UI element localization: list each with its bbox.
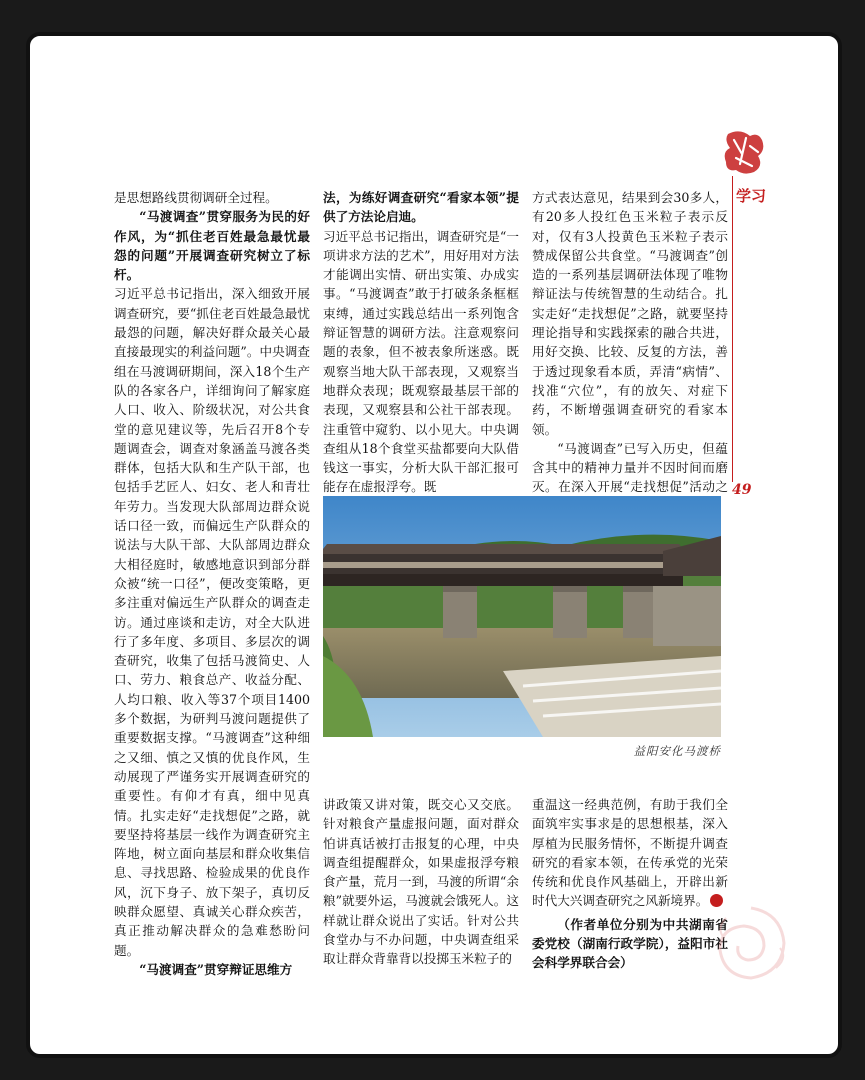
magazine-logo-icon [720, 126, 768, 178]
paragraph-heading: “马渡调查”贯穿辩证思维方 [139, 961, 293, 977]
paragraph [532, 795, 728, 911]
column-1 [114, 188, 310, 979]
paragraph-heading: “马渡调查”贯穿服务为民的好作风，为“抓住老百姓最急最忧最怨的问题”开展调查研究树立了标杆。 [114, 209, 310, 283]
bridge-photo [323, 496, 721, 737]
column-2-lower [323, 795, 519, 969]
paragraph: 习近平总书记指出，深入细致开展调查研究，要“抓住老百姓最急最忧最怨的问题，解决好群众最关心最直接最现实的利益问题”。中央调查组在马渡调研期间，深入18个生产队的各家各户，详细询问了解家庭人口、收入、阶级状况，对公共食堂的意见建议等，先后召开8个专题调查会，调查对象涵盖马渡各类群体，包括大队和生产队干部，也包括手艺匠人、妇女、老人和青壮年劳力。当发现大队部周边群众说话口径一致，而偏远生产队群众的说法与大队干部、大队部周边群众大相径庭时，敏感地意识到部分群众被“统一口径”，便改变策略，更多注重对偏远生产队群众的调查走访。通过座谈和走访，对全大队进行了多年度、多项目、多层次的调查研究，收集了包括马渡简史、人口、劳力、粮食总产、收益分配、人均口粮、收入等37个项目1400多个数据，为研判马渡问题提供了重要数据支撑。“马渡调查”这种细之又细、慎之又慎的优良作风，生动展现了严谨务实开展调查研究的重要性。有仰才有真，细中见真情。扎实走好“走找想促”之路，就要坚持将基层一线作为调查研究主阵地，树立面向基层和群众收集信息、寻找思路、检验成果的优良作风，沉下身子、放下架子，真切反映群众愿望、真诚关心群众疾苦，真正推动解决群众的急难愁盼问题。 [114, 286, 310, 958]
page-number: 49 [732, 482, 752, 498]
column-3 [532, 188, 728, 516]
paragraph-heading: 法，为练好调查研究“看家本领”提供了方法论启迪。 [323, 190, 519, 225]
column-2 [323, 188, 519, 497]
section-label: 学习 [736, 187, 767, 205]
section-divider [732, 176, 733, 482]
magazine-page [26, 32, 842, 1058]
decorative-swirl-icon [706, 898, 796, 988]
paragraph: 是思想路线贯彻调研全过程。 [114, 190, 278, 205]
paragraph: 讲政策又讲对策，既交心又交底。针对粮食产量虚报问题，面对群众怕讲真话被打击报复的心理，中央调查组提醒群众，如果虚报浮夸粮食产量，荒月一到，马渡的所谓“余粮”就要外运，马渡就会饿死人。这样就让群众说出了实话。针对公共食堂办与不办问题，中央调查组采取让群众背靠背以投掷玉米粒子的 [323, 797, 519, 967]
paragraph: “马渡调查”已写入历史，但蕴含其中的精神力量并不因时间而磨灭。在深入开展“走找想促”活动之 [532, 440, 728, 495]
paragraph: 方式表达意见，结果到会30多人，有20多人投红色玉米粒子表示反对，仅有3人投黄色玉米粒子表示赞成保留公共食堂。“马渡调查”创造的一系列基层调研法体现了唯物辩证法与传统智慧的生动结合。扎实走好“走找想促”之路，就要坚持理论指导和实践探索的融合共进，用好交换、比较、反复的方法，善于透过现象看本质，弄清“病情”、找准“穴位”，有的放矢、对症下药，不断增强调查研究的看家本领。 [532, 190, 728, 437]
photo-caption: 益阳安化马渡桥 [633, 744, 721, 758]
paragraph-text: 重温这一经典范例，有助于我们全面筑牢实事求是的思想根基，深入厚植为民服务情怀，不断提升调查研究的看家本领，在传承党的光荣传统和优良作风基础上，开辟出新时代大兴调查研究之风新境界。 [532, 797, 728, 909]
column-3-lower [532, 795, 728, 973]
author-affiliation: （作者单位分别为中共湖南省委党校（湖南行政学院），益阳市社会科学界联合会） [532, 916, 728, 971]
paragraph: 习近平总书记指出，调查研究是“一项讲求方法的艺术”，用好用对方法才能调出实情、研出实策、办成实事。“马渡调查”敢于打破条条框框束缚，通过实践总结出一系列饱含辩证智慧的调研方法。注意观察问题的表象，但不被表象所迷惑。既观察当地大队干部表现，又观察当地群众表现；既观察最基层干部的表现，又观察县和公社干部表现。注重管中窥豹、以小见大。中央调查组从18个食堂买盐都要向大队借钱这一事实，分析大队干部汇报可能存在虚报浮夸。既 [323, 228, 519, 495]
